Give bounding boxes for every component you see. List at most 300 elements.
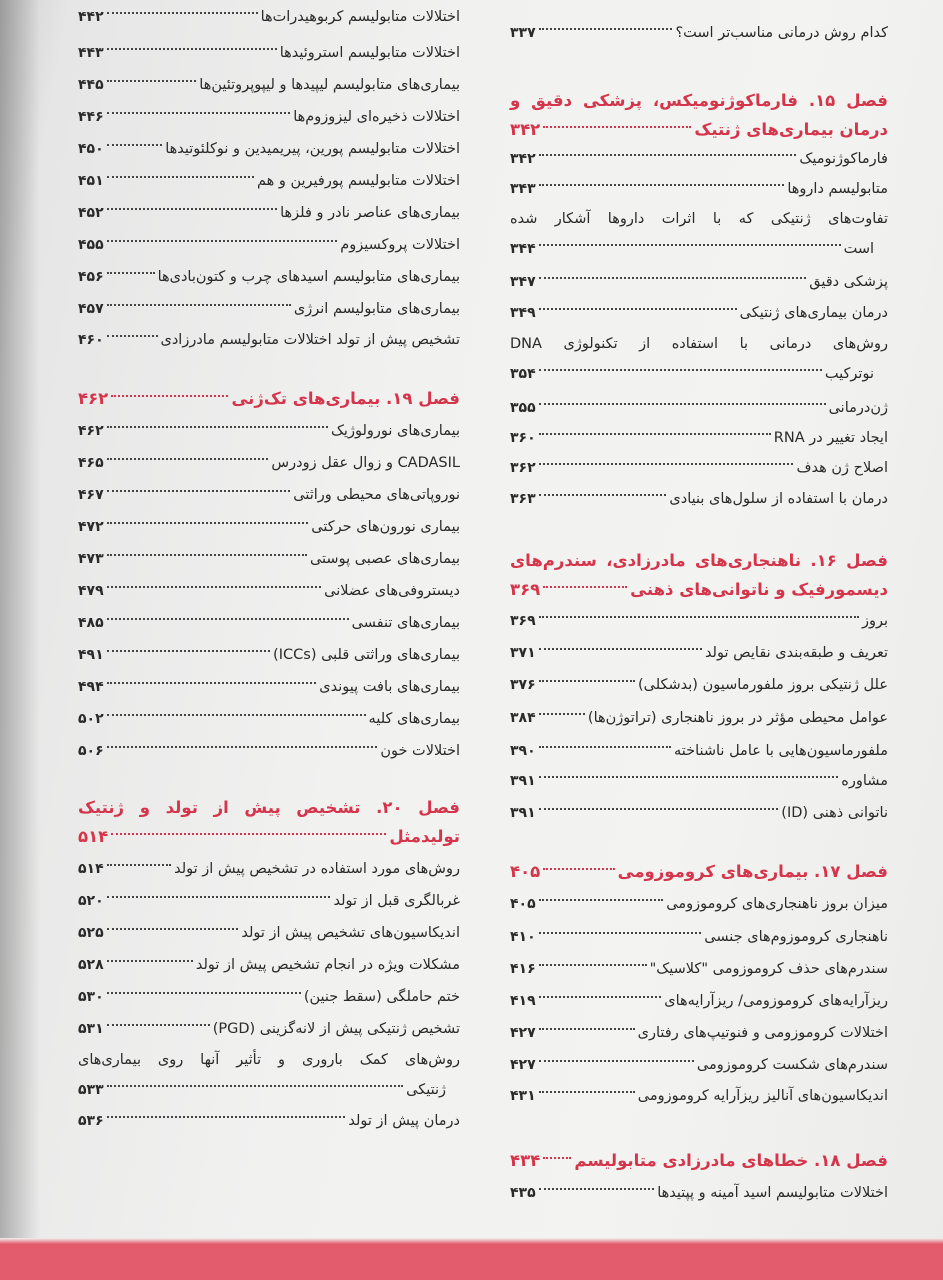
- entry-title: اختلالات متابولیسم اسید آمینه و پپتیدها: [657, 1185, 888, 1201]
- dot-leader: [107, 960, 193, 962]
- toc-entry-row: [78, 102, 460, 133]
- entry-title-line: تفاوت‌های ژنتیکی که با اثرات داروها آشکار شده: [510, 211, 888, 227]
- page-number: ۳۴۲: [510, 120, 541, 139]
- toc-entry-row: [510, 954, 888, 985]
- page-number: ۳۶۰: [510, 430, 536, 446]
- toc-entry-row: [78, 448, 460, 479]
- page-number: ۳۳۷: [510, 25, 536, 41]
- dot-leader: [107, 176, 254, 178]
- entry-title: ختم حاملگی (سقط جنین): [303, 989, 460, 1005]
- toc-entry-row: [510, 922, 888, 953]
- page-number: ۳۴۹: [510, 305, 536, 321]
- entry-title: اختلالات خون: [380, 743, 460, 759]
- entry-title: بیماری‌های متابولیسم لیپیدها و لیپوپروتئین‌ها: [199, 77, 460, 93]
- page-number: ۴۳۱: [510, 1088, 536, 1104]
- entry-title: اختلالات متابولیسم پورین، پیریمیدین و نوکلئوتیدها: [165, 141, 460, 157]
- page-number: ۴۵۰: [78, 141, 104, 157]
- entry-title: بیماری‌های نورولوژیک: [330, 423, 460, 439]
- chapter-heading: [510, 1146, 888, 1175]
- page-number: ۵۲۰: [78, 893, 104, 909]
- toc-entry: [510, 889, 888, 920]
- dot-leader: [539, 494, 667, 496]
- entry-title: اختلالات متابولیسم کربوهیدرات‌ها: [260, 9, 460, 25]
- toc-entry-row: [78, 1106, 460, 1137]
- toc-entry-row: [78, 704, 460, 735]
- dot-leader: [107, 650, 270, 652]
- chapter-title-row: [78, 384, 460, 413]
- entry-title: روش‌های مورد استفاده در تشخیص پیش از تولد: [174, 861, 460, 877]
- dot-leader: [107, 586, 322, 588]
- dot-leader: [107, 992, 301, 994]
- toc-entry: [78, 294, 460, 325]
- toc-entry: [78, 918, 460, 949]
- chapter-heading: [78, 793, 460, 851]
- toc-entry: [78, 640, 460, 671]
- dot-leader: [539, 433, 771, 435]
- entry-title-line: روش‌های کمک باروری و تأثیر آنها روی بیماری‌های: [78, 1052, 460, 1068]
- page-number: ۴۶۰: [78, 332, 104, 348]
- page-number: ۳۵۴: [510, 366, 536, 382]
- toc-entry-row: [510, 18, 888, 49]
- page-number: ۳۴۳: [510, 181, 536, 197]
- entry-title: بیماری‌های متابولیسم اسیدهای چرب و کتون‌بادی‌ها: [157, 269, 460, 285]
- page-number: ۴۵۵: [78, 237, 104, 253]
- entry-title: تولیدمثل: [389, 827, 460, 846]
- dot-leader: [107, 896, 331, 898]
- page-number: ۴۴۳: [78, 45, 104, 61]
- entry-title: بیماری‌های بافت پیوندی: [319, 679, 460, 695]
- dot-leader: [107, 240, 338, 242]
- entry-title: ایجاد تغییر در RNA: [773, 430, 888, 446]
- toc-entry: [78, 854, 460, 885]
- dot-leader: [539, 1028, 635, 1030]
- entry-title: درمان با استفاده از سلول‌های بنیادی: [669, 491, 888, 507]
- toc-entry-row: [78, 230, 460, 261]
- dot-leader: [539, 964, 647, 966]
- chapter-title-line: فصل ۱۶. ناهنجاری‌های مادرزادی، سندرم‌های: [510, 551, 888, 570]
- toc-entry-row: [510, 144, 888, 175]
- dot-leader: [107, 144, 163, 146]
- entry-title: است: [843, 241, 874, 257]
- toc-entry-row: [510, 234, 888, 265]
- page-number: ۳۷۶: [510, 677, 536, 693]
- dot-leader: [107, 426, 328, 428]
- toc-entry-row: [510, 174, 888, 205]
- entry-title: پزشکی دقیق: [809, 274, 888, 290]
- toc-entry: [78, 166, 460, 197]
- toc-entry: [510, 954, 888, 985]
- toc-entry-row: [78, 416, 460, 447]
- entry-title: بیماری‌های وراثتی قلبی (ICCs): [273, 647, 460, 663]
- page-number: ۳۴۲: [510, 151, 536, 167]
- dot-leader: [539, 616, 859, 618]
- page-number: ۳۹۱: [510, 805, 536, 821]
- page-number: ۴۹۴: [78, 679, 104, 695]
- page-number: ۳۶۹: [510, 580, 541, 599]
- page-number: ۴۵۷: [78, 301, 104, 317]
- page-number: ۴۷۹: [78, 583, 104, 599]
- page-number: ۳۶۲: [510, 460, 536, 476]
- dot-leader: [107, 522, 309, 524]
- dot-leader: [539, 244, 841, 246]
- toc-entry-row: [510, 798, 888, 829]
- toc-entry: [78, 480, 460, 511]
- chapter-heading: [510, 86, 888, 144]
- toc-entry-row: [510, 1081, 888, 1112]
- dot-leader: [539, 154, 797, 156]
- page-number: ۴۵۲: [78, 205, 104, 221]
- toc-entry-row: [78, 982, 460, 1013]
- chapter-heading: [510, 857, 888, 886]
- dot-leader: [107, 1024, 210, 1026]
- dot-leader: [111, 833, 386, 835]
- dot-leader: [543, 868, 614, 870]
- toc-entry: [510, 766, 888, 797]
- toc-entry: [510, 606, 888, 637]
- page-number: ۴۱۹: [510, 993, 536, 1009]
- entry-title: تعریف و طبقه‌بندی نقایص تولد: [704, 645, 888, 661]
- toc-entry: [510, 484, 888, 515]
- page-number: ۳۷۱: [510, 645, 536, 661]
- dot-leader: [539, 713, 585, 715]
- entry-title: بیماری‌های کلیه: [368, 711, 460, 727]
- toc-entry: [510, 1178, 888, 1209]
- page-number: ۵۰۲: [78, 711, 104, 727]
- toc-entry-row: [510, 453, 888, 484]
- entry-title: بیماری‌های عصبی پوستی: [309, 551, 460, 567]
- toc-entry-row: [510, 889, 888, 920]
- entry-title: اندیکاسیون‌های تشخیص پیش از تولد: [241, 925, 460, 941]
- toc-entry-row: [510, 766, 888, 797]
- dot-leader: [539, 808, 779, 810]
- page-number: ۴۳۵: [510, 1185, 536, 1201]
- entry-title: درمان بیماری‌های ژنتیکی: [739, 305, 888, 321]
- toc-entry-row: [78, 70, 460, 101]
- toc-entry-row: [510, 484, 888, 515]
- entry-title: بیماری‌های متابولیسم انرژی: [293, 301, 460, 317]
- entry-title: اصلاح ژن هدف: [796, 460, 888, 476]
- toc-entry: [78, 416, 460, 447]
- entry-title: کدام روش درمانی مناسب‌تر است؟: [675, 25, 888, 41]
- toc-entry: [78, 1106, 460, 1137]
- toc-entry: [78, 325, 460, 356]
- toc-entry: [78, 672, 460, 703]
- page-number: ۴۴۲: [78, 9, 104, 25]
- entry-title: اختلالات متابولیسم استروئیدها: [279, 45, 460, 61]
- dot-leader: [539, 648, 702, 650]
- toc-entry: [510, 453, 888, 484]
- dot-leader: [111, 395, 228, 397]
- page-number: ۵۳۱: [78, 1021, 104, 1037]
- entry-title: CADASIL و زوال عقل زودرس: [271, 455, 460, 471]
- page-number: ۴۶۷: [78, 487, 104, 503]
- dot-leader: [539, 932, 702, 934]
- page-number: ۴۱۶: [510, 961, 536, 977]
- dot-leader: [539, 996, 662, 998]
- dot-leader: [107, 208, 277, 210]
- toc-entry: [78, 198, 460, 229]
- toc-entry-row: [510, 638, 888, 669]
- page-number: ۵۲۸: [78, 957, 104, 973]
- toc-entry: [510, 1050, 888, 1081]
- toc-entry-row: [78, 544, 460, 575]
- entry-title: سندرم‌های حذف کروموزومی "کلاسیک": [649, 961, 888, 977]
- page-number: ۳۵۵: [510, 400, 536, 416]
- toc-entry-wrapped: [510, 330, 888, 390]
- page-number: ۴۴۶: [78, 109, 104, 125]
- chapter-title-row: [510, 575, 888, 604]
- dot-leader: [107, 714, 366, 716]
- toc-entry: [510, 144, 888, 175]
- dot-leader: [539, 899, 664, 901]
- entry-title: اختلالات ذخیره‌ای لیزوزوم‌ها: [293, 109, 460, 125]
- dot-leader: [539, 308, 737, 310]
- chapter-title-row: [510, 115, 888, 144]
- page-number: ۴۰۵: [510, 862, 541, 881]
- entry-title: نوترکیب: [824, 366, 874, 382]
- entry-title: علل ژنتیکی بروز ملفورماسیون (بدشکلی): [637, 677, 888, 693]
- page-number: ۵۱۴: [78, 861, 104, 877]
- toc-entry: [78, 704, 460, 735]
- toc-entry-row: [78, 38, 460, 69]
- toc-entry-row: [78, 576, 460, 607]
- toc-entry: [510, 638, 888, 669]
- page-number: ۴۸۵: [78, 615, 104, 631]
- toc-entry: [510, 922, 888, 953]
- entry-title: اختلالات کروموزومی و فنوتیپ‌های رفتاری: [637, 1025, 888, 1041]
- page-number: ۵۳۰: [78, 989, 104, 1005]
- entry-title: تشخیص پیش از تولد اختلالات متابولیسم مادرزادی: [160, 332, 460, 348]
- dot-leader: [107, 335, 158, 337]
- entry-title: اختلالات پروکسیزوم: [340, 237, 460, 253]
- toc-entry: [78, 102, 460, 133]
- dot-leader: [107, 48, 277, 50]
- dot-leader: [107, 304, 291, 306]
- toc-entry-row: [78, 294, 460, 325]
- entry-title: بیماری نورون‌های حرکتی: [311, 519, 460, 535]
- page-number: ۵۲۵: [78, 925, 104, 941]
- toc-entry: [78, 544, 460, 575]
- toc-entry-row: [78, 608, 460, 639]
- entry-title: تشخیص ژنتیکی پیش از لانه‌گزینی (PGD): [212, 1021, 460, 1037]
- toc-entry-row: [510, 736, 888, 767]
- entry-title: اندیکاسیون‌های آنالیز ریزآرایه کروموزومی: [637, 1088, 888, 1104]
- toc-entry: [510, 1081, 888, 1112]
- dot-leader: [539, 28, 673, 30]
- toc-entry-row: [78, 198, 460, 229]
- page-number: ۴۴۵: [78, 77, 104, 93]
- entry-title: بیماری‌های تنفسی: [351, 615, 460, 631]
- toc-entry-row: [78, 262, 460, 293]
- entry-title: اختلالات متابولیسم پورفیرین و هم: [256, 173, 460, 189]
- page-number: ۳۸۴: [510, 710, 536, 726]
- toc-entry: [78, 262, 460, 293]
- toc-entry-wrapped: [78, 1046, 460, 1106]
- toc-entry-row: [78, 854, 460, 885]
- toc-entry-wrapped: [510, 205, 888, 265]
- toc-entry: [78, 950, 460, 981]
- page-number: ۵۱۴: [78, 827, 109, 846]
- toc-entry-row: [510, 703, 888, 734]
- toc-entry-row: [510, 298, 888, 329]
- dot-leader: [539, 776, 839, 778]
- dot-leader: [539, 277, 807, 279]
- entry-title: غربالگری قبل از تولد: [333, 893, 460, 909]
- toc-entry-row: [78, 736, 460, 767]
- toc-entry-row: [78, 512, 460, 543]
- chapter-title-line: فصل ۲۰. تشخیص پیش از تولد و ژنتیک: [78, 798, 460, 817]
- toc-entry-row: [510, 1178, 888, 1209]
- dot-leader: [107, 458, 269, 460]
- entry-title: ژنتیکی: [406, 1082, 446, 1098]
- toc-entry-row: [78, 480, 460, 511]
- entry-title: فصل ۱۸. خطاهای مادرزادی متابولیسم: [574, 1151, 888, 1170]
- toc-entry: [510, 267, 888, 298]
- page-number: ۵۳۳: [78, 1082, 104, 1098]
- toc-entry: [78, 70, 460, 101]
- toc-entry: [78, 886, 460, 917]
- toc-entry-row: [510, 986, 888, 1017]
- page-number: ۳۶۹: [510, 613, 536, 629]
- toc-entry-row: [510, 1050, 888, 1081]
- toc-entry-row: [78, 1075, 460, 1106]
- chapter-title-row: [78, 822, 460, 851]
- toc-entry: [510, 736, 888, 767]
- page-bottom-band: [0, 1244, 943, 1280]
- entry-title: ریزآرایه‌های کروموزومی/ ریزآرایه‌های: [664, 993, 888, 1009]
- dot-leader: [539, 680, 635, 682]
- page-number: ۴۹۱: [78, 647, 104, 663]
- chapter-title-row: [510, 857, 888, 886]
- toc-entry-row: [78, 918, 460, 949]
- toc-entry: [510, 18, 888, 49]
- entry-title: مشکلات ویژه در انجام تشخیص پیش از تولد: [195, 957, 460, 973]
- toc-entry: [78, 230, 460, 261]
- toc-entry-row: [510, 670, 888, 701]
- dot-leader: [107, 746, 378, 748]
- entry-title: درمان بیماری‌های ژنتیک: [694, 120, 888, 139]
- toc-entry-row: [78, 325, 460, 356]
- entry-title: ژن‌درمانی: [828, 400, 888, 416]
- toc-entry-row: [510, 1018, 888, 1049]
- dot-leader: [539, 403, 826, 405]
- entry-title: نوروپاتی‌های محیطی وراثتی: [293, 487, 460, 503]
- entry-title: عوامل محیطی مؤثر در بروز ناهنجاری (تراتوژن‌ها): [587, 710, 888, 726]
- toc-entry: [78, 38, 460, 69]
- page-number: ۴۲۷: [510, 1025, 536, 1041]
- toc-entry: [78, 448, 460, 479]
- entry-title: بیماری‌های عناصر نادر و فلزها: [280, 205, 460, 221]
- page-number: ۳۴۴: [510, 241, 536, 257]
- toc-entry: [510, 670, 888, 701]
- chapter-title-row: [510, 1146, 888, 1175]
- toc-entry-row: [510, 393, 888, 424]
- page-number: ۵۳۶: [78, 1113, 104, 1129]
- toc-entry: [510, 393, 888, 424]
- chapter-heading: [78, 384, 460, 413]
- page-number: ۳۹۱: [510, 773, 536, 789]
- toc-entry-row: [510, 606, 888, 637]
- entry-title: درمان پیش از تولد: [348, 1113, 460, 1129]
- page-number: ۴۰۵: [510, 896, 536, 912]
- toc-entry-row: [78, 886, 460, 917]
- page-number: ۳۶۳: [510, 491, 536, 507]
- entry-title-line: روش‌های درمانی با استفاده از تکنولوژی DNA: [510, 336, 888, 352]
- toc-entry-row: [78, 134, 460, 165]
- page-number: ۴۷۲: [78, 519, 104, 535]
- dot-leader: [107, 490, 291, 492]
- dot-leader: [107, 618, 349, 620]
- entry-title: فارماکوژنومیک: [799, 151, 888, 167]
- entry-title: فصل ۱۷. بیماری‌های کروموزومی: [617, 862, 888, 881]
- dot-leader: [107, 12, 258, 14]
- toc-entry-row: [78, 1014, 460, 1045]
- dot-leader: [107, 1085, 403, 1087]
- page-number: ۳۴۷: [510, 274, 536, 290]
- toc-entry: [510, 798, 888, 829]
- toc-entry-row: [78, 166, 460, 197]
- toc-entry-row: [78, 2, 460, 33]
- toc-entry: [78, 736, 460, 767]
- page-number: ۴۲۷: [510, 1057, 536, 1073]
- dot-leader: [539, 1188, 655, 1190]
- page-number: ۴۶۲: [78, 423, 104, 439]
- toc-entry: [510, 298, 888, 329]
- dot-leader: [107, 928, 239, 930]
- toc-entry: [78, 1014, 460, 1045]
- dot-leader: [543, 586, 627, 588]
- dot-leader: [539, 746, 671, 748]
- dot-leader: [539, 369, 822, 371]
- entry-title: میزان بروز ناهنجاری‌های کروموزومی: [666, 896, 888, 912]
- entry-title: مشاوره: [841, 773, 888, 789]
- toc-entry: [78, 134, 460, 165]
- dot-leader: [543, 1157, 571, 1159]
- toc-entry: [78, 2, 460, 33]
- toc-entry-row: [78, 950, 460, 981]
- dot-leader: [539, 463, 794, 465]
- toc-entry: [510, 703, 888, 734]
- dot-leader: [539, 1060, 694, 1062]
- entry-title: دیستروفی‌های عضلانی: [324, 583, 460, 599]
- page-number: ۴۱۰: [510, 929, 536, 945]
- toc-entry: [510, 986, 888, 1017]
- page-edge-shadow: [0, 0, 40, 1280]
- page-number: ۴۵۶: [78, 269, 104, 285]
- entry-title: متابولیسم داروها: [787, 181, 888, 197]
- page-number: ۴۵۱: [78, 173, 104, 189]
- page-number: ۳۹۰: [510, 743, 536, 759]
- page-number: ۴۳۴: [510, 1151, 541, 1170]
- entry-title: ناتوانی ذهنی (ID): [781, 805, 888, 821]
- toc-entry-row: [510, 267, 888, 298]
- chapter-title-line: فصل ۱۵. فارماکوژنومیکس، پزشکی دقیق و: [510, 91, 888, 110]
- entry-title: ملفورماسیون‌هایی با عامل ناشناخته: [673, 743, 888, 759]
- dot-leader: [107, 272, 155, 274]
- toc-entry-row: [510, 423, 888, 454]
- entry-title: فصل ۱۹. بیماری‌های تک‌ژنی: [231, 389, 460, 408]
- page-number: ۴۶۵: [78, 455, 104, 471]
- dot-leader: [543, 126, 691, 128]
- dot-leader: [107, 112, 291, 114]
- page-number: ۵۰۶: [78, 743, 104, 759]
- entry-title: بروز: [861, 613, 888, 629]
- dot-leader: [107, 80, 197, 82]
- entry-title: ناهنجاری کروموزوم‌های جنسی: [704, 929, 888, 945]
- dot-leader: [107, 682, 317, 684]
- toc-entry: [510, 1018, 888, 1049]
- toc-entry: [78, 608, 460, 639]
